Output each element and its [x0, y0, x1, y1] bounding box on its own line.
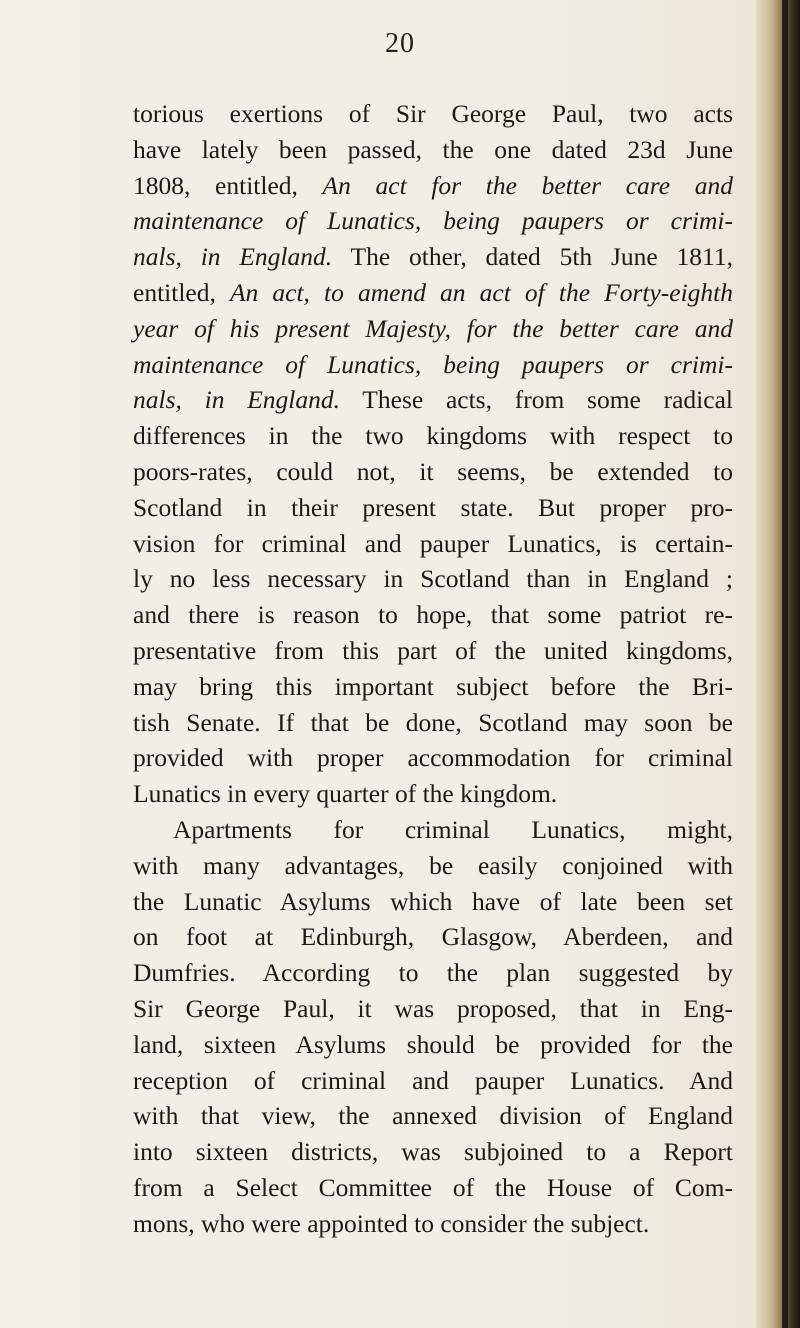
text-line — [133, 1063, 733, 1099]
text-line — [133, 382, 733, 418]
text-run: from a Select Committee of the House of Com- — [133, 1172, 733, 1202]
text-line — [133, 490, 733, 526]
text-line — [133, 705, 733, 741]
text-run: 1808, entitled, — [133, 170, 323, 200]
text-run: poors-rates, could not, it seems, be extended to — [133, 456, 733, 486]
page-number: 20 — [385, 28, 415, 59]
text-run: Scotland in their present state. But proper pro- — [133, 492, 733, 522]
text-run: mons, who were appointed to consider the subject. — [133, 1208, 650, 1238]
text-line — [133, 526, 733, 562]
text-line — [133, 1134, 733, 1170]
text-line — [133, 884, 733, 920]
text-line — [133, 812, 733, 848]
text-run: Apartments for criminal Lunatics, might, — [173, 814, 733, 844]
text-line — [133, 991, 733, 1027]
book-spine-edge — [756, 0, 800, 1328]
text-run: the Lunatic Asylums which have of late been set — [133, 886, 733, 916]
text-run: with many advantages, be easily conjoined with — [133, 850, 733, 880]
text-run: vision for criminal and pauper Lunatics, is certain- — [133, 528, 733, 558]
italic-text: nals, in England. — [133, 385, 341, 415]
text-run: The other, dated 5th June 1811, — [332, 242, 733, 272]
text-run: provided with proper accommodation for criminal — [133, 743, 733, 773]
text-run: Dumfries. According to the plan suggested by — [133, 958, 733, 988]
italic-text: maintenance of Lunatics, being paupers or crimi- — [133, 206, 733, 236]
text-run: differences in the two kingdoms with respect to — [133, 421, 733, 451]
text-line — [133, 561, 733, 597]
text-line — [133, 848, 733, 884]
text-line — [133, 740, 733, 776]
text-line — [133, 669, 733, 705]
text-line — [133, 955, 733, 991]
text-line — [133, 1098, 733, 1134]
text-line — [133, 1170, 733, 1206]
text-run: torious exertions of Sir George Paul, two acts — [133, 99, 733, 128]
text-line — [133, 633, 733, 669]
text-run: reception of criminal and pauper Lunatics. And — [133, 1065, 733, 1095]
body-text — [133, 96, 733, 1242]
text-run: These acts, from some radical — [340, 385, 733, 415]
italic-text: year of his present Majesty, for the better care and — [133, 313, 733, 343]
text-line — [133, 275, 733, 311]
text-line — [133, 776, 733, 812]
text-run: land, sixteen Asylums should be provided for the — [133, 1029, 733, 1059]
text-run: into sixteen districts, was subjoined to a Report — [133, 1137, 733, 1167]
text-line — [133, 311, 733, 347]
text-line — [133, 347, 733, 383]
text-line — [133, 919, 733, 955]
text-run: have lately been passed, the one dated 23d June — [133, 134, 733, 164]
text-line — [133, 1027, 733, 1063]
text-run: with that view, the annexed division of England — [133, 1101, 733, 1131]
text-line — [133, 1206, 733, 1242]
spine-shadow — [782, 0, 788, 1328]
text-run: entitled, — [133, 277, 230, 307]
text-run: Sir George Paul, it was proposed, that in Eng- — [133, 993, 733, 1023]
text-run: presentative from this part of the united kingdoms, — [133, 635, 733, 665]
text-line — [133, 239, 733, 275]
text-run: on foot at Edinburgh, Glasgow, Aberdeen, and — [133, 922, 733, 952]
italic-text: maintenance of Lunatics, being paupers or crimi- — [133, 349, 733, 379]
text-line — [133, 418, 733, 454]
text-run: tish Senate. If that be done, Scotland may soon be — [133, 707, 733, 737]
text-run: may bring this important subject before the Bri- — [133, 671, 733, 701]
text-run: ly no less necessary in Scotland than in England ; — [133, 564, 733, 594]
text-run: Lunatics in every quarter of the kingdom. — [133, 779, 558, 809]
italic-text: An act for the better care and — [322, 170, 733, 200]
text-line — [133, 454, 733, 490]
text-line — [133, 132, 733, 168]
text-line — [133, 597, 733, 633]
italic-text: nals, in England. — [133, 242, 333, 272]
text-line — [133, 168, 733, 204]
italic-text: An act, to amend an act of the Forty-eighth — [229, 277, 733, 307]
text-run: and there is reason to hope, that some patriot re- — [133, 600, 733, 630]
text-line — [133, 203, 733, 239]
text-line — [133, 96, 733, 132]
